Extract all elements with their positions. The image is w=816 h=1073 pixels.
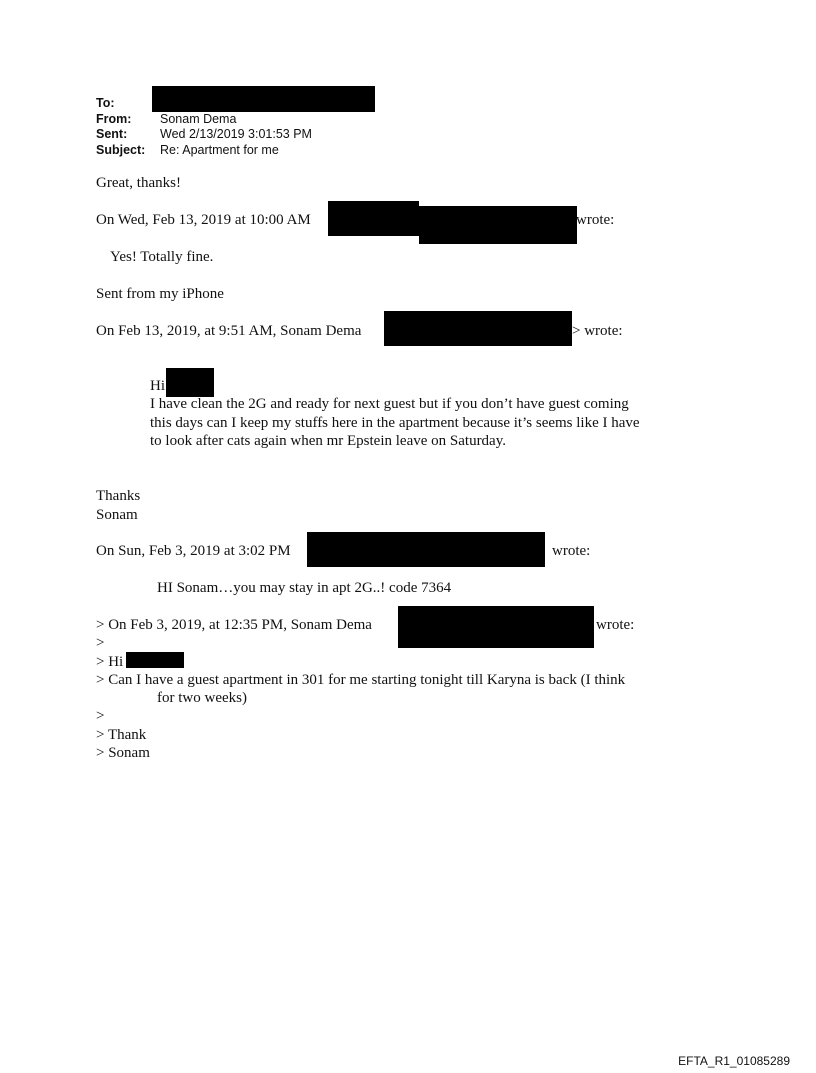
- para-line-3: to look after cats again when mr Epstein leave on Saturday.: [150, 433, 506, 449]
- redaction-to: [152, 86, 375, 112]
- redaction-4: [307, 532, 545, 567]
- quote-on-feb3: > On Feb 3, 2019, at 12:35 PM, Sonam Dema: [96, 617, 372, 633]
- line-hi-sonam: HI Sonam…you may stay in apt 2G..! code 7364: [157, 580, 452, 596]
- quote-can-line-2: for two weeks): [157, 690, 247, 706]
- line-sonam: Sonam: [96, 507, 138, 523]
- sent-value: Wed 2/13/2019 3:01:53 PM: [160, 127, 312, 141]
- redaction-5: [398, 606, 594, 648]
- from-label: From:: [96, 112, 132, 126]
- para-line-1: I have clean the 2G and ready for next guest but if you don’t have guest coming: [150, 396, 629, 412]
- line-sent-iphone: Sent from my iPhone: [96, 286, 224, 302]
- quote-thank: > Thank: [96, 727, 147, 743]
- line-hi: Hi: [150, 378, 165, 394]
- subject-label: Subject:: [96, 143, 146, 157]
- redaction-1a: [328, 201, 419, 236]
- quote-can-line-1: > Can I have a guest apartment in 301 for me starting tonight till Karyna is back (I think: [96, 672, 626, 688]
- redaction-2: [384, 311, 572, 346]
- sent-label: Sent:: [96, 127, 128, 141]
- line-wrote-3: wrote:: [552, 543, 591, 559]
- line-on-feb13: On Feb 13, 2019, at 9:51 AM, Sonam Dema: [96, 323, 362, 339]
- quote-hi: > Hi: [96, 654, 124, 670]
- line-on-wed: On Wed, Feb 13, 2019 at 10:00 AM: [96, 212, 311, 228]
- line-wrote-2: > wrote:: [572, 323, 623, 339]
- line-great-thanks: Great, thanks!: [96, 175, 181, 191]
- redaction-1b: [419, 206, 577, 244]
- line-wrote-1: wrote:: [576, 212, 615, 228]
- document-id: EFTA_R1_01085289: [678, 1054, 790, 1068]
- para-line-2: this days can I keep my stuffs here in the apartment because it’s seems like I have: [150, 415, 640, 431]
- quote-gt-2: >: [96, 708, 105, 724]
- to-label: To:: [96, 96, 115, 110]
- redaction-3: [166, 368, 214, 397]
- line-thanks: Thanks: [96, 488, 141, 504]
- line-on-sun: On Sun, Feb 3, 2019 at 3:02 PM: [96, 543, 291, 559]
- from-value: Sonam Dema: [160, 112, 237, 126]
- quote-sonam: > Sonam: [96, 745, 150, 761]
- subject-value: Re: Apartment for me: [160, 143, 279, 157]
- quote-gt-1: >: [96, 635, 105, 651]
- redaction-6: [126, 652, 184, 668]
- line-wrote-4: wrote:: [596, 617, 635, 633]
- line-yes: Yes! Totally fine.: [110, 249, 214, 265]
